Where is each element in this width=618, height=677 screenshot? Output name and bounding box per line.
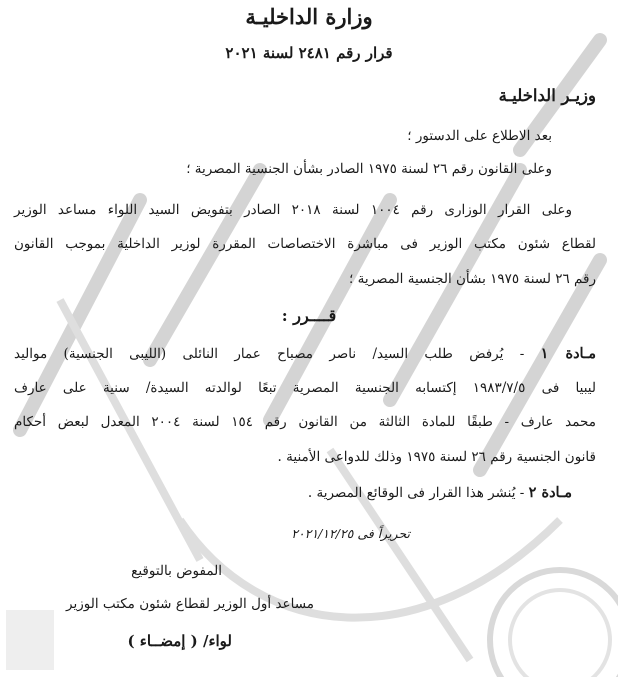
preamble-line-2: وعلى القانون رقم ٢٦ لسنة ١٩٧٥ الصادر بشأن الجنسية المصرية ؛ (186, 161, 552, 177)
ministry-title: وزارة الداخليـة (245, 4, 373, 29)
article-1-line-1 (14, 344, 596, 364)
preamble-line-1: بعد الاطلاع على الدستور ؛ (407, 128, 552, 144)
minister-heading: وزيـر الداخليـة (498, 86, 596, 105)
article-2-label: مـادة ٢ (528, 484, 572, 501)
preamble-line-4: لقطاع شئون مكتب الوزير فى مباشرة الاختصاصات المقررة لوزير الداخلية بموجب القانون (14, 236, 596, 252)
article-1-line-3: محمد عارف - طبقًا للمادة الثالثة من القانون رقم ١٥٤ لسنة ٢٠٠٤ المعدل لبعض أحكام (14, 414, 596, 430)
signature-authorized: المفوض بالتوقيع (131, 563, 222, 579)
article-2-line (14, 483, 572, 503)
article-1-line-4: قانون الجنسية رقم ٢٦ لسنة ١٩٧٥ وذلك للدواعى الأمنية . (277, 449, 596, 465)
article-2-text: - يُنشر هذا القرار فى الوقائع المصرية . (307, 485, 529, 501)
preamble-line-5: رقم ٢٦ لسنة ١٩٧٥ بشأن الجنسية المصرية ؛ (349, 271, 596, 287)
dated-line: تحريراً فى ٢٠٢١/١٢/٢٥ (291, 526, 410, 541)
preamble-line-3: وعلى القرار الوزارى رقم ١٠٠٤ لسنة ٢٠١٨ الصادر بتفويض السيد اللواء مساعد الوزير (14, 202, 572, 218)
decree-number: قرار رقم ٢٤٨١ لسنة ٢٠٢١ (225, 44, 393, 62)
decided-heading: قــــرر : (281, 306, 337, 325)
article-1-label: مـادة ١ (540, 345, 596, 362)
signature-title: مساعد أول الوزير لقطاع شئون مكتب الوزير (66, 596, 314, 612)
article-1-text: - يُرفض طلب السيد/ ناصر مصباح عمار النائلى (الليبى الجنسية) مواليد (14, 346, 541, 362)
signature-name: لواء/ ( إمضــاء ) (127, 632, 232, 650)
article-1-line-2: ليبيا فى ١٩٨٣/٧/٥ إكتسابه الجنسية المصرية تبعًا لوالدته السيدة/ سنية على عارف (14, 380, 596, 396)
